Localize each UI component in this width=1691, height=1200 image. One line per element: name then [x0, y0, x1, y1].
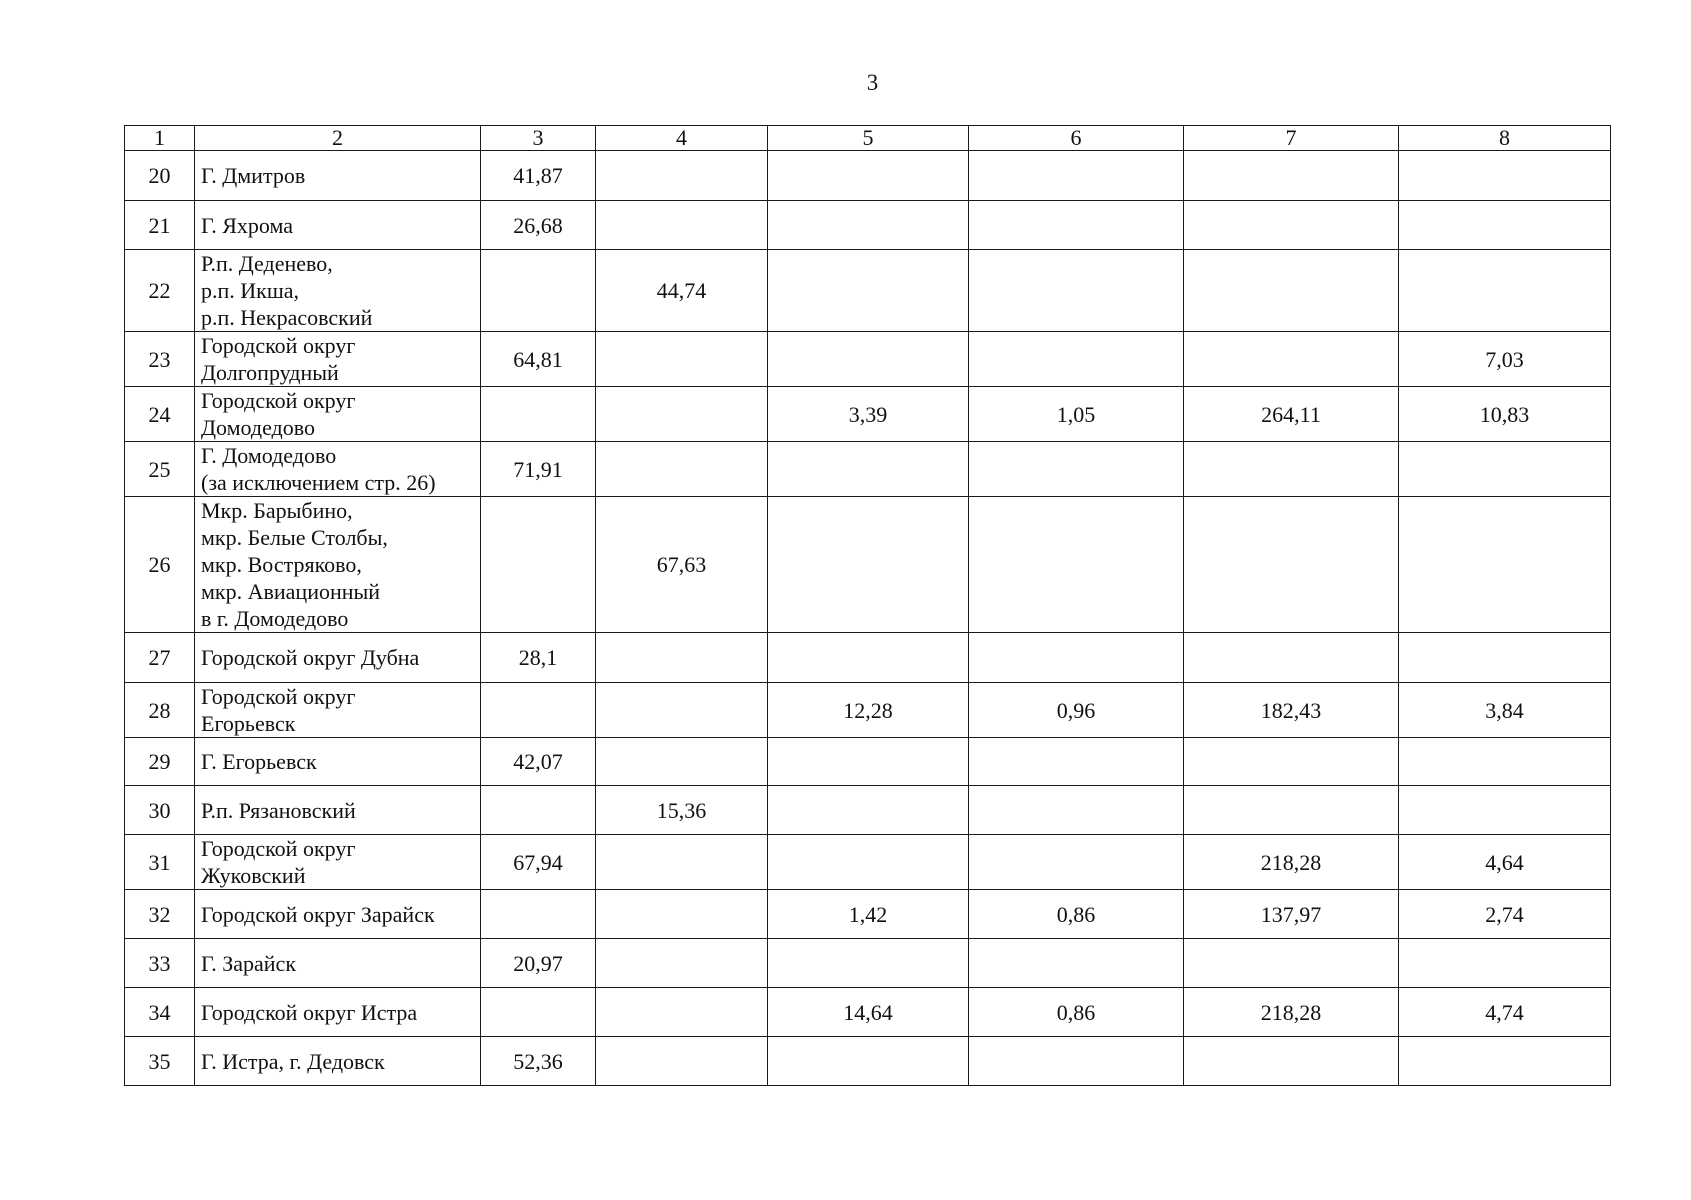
col8-cell [1399, 332, 1611, 387]
col5-cell [768, 442, 969, 497]
col6-cell [969, 497, 1184, 633]
col8-cell [1399, 939, 1611, 988]
col7-cell [1184, 633, 1399, 683]
col6-cell [969, 738, 1184, 786]
col5-cell [768, 633, 969, 683]
col6-cell [969, 786, 1184, 835]
col3-cell [481, 683, 596, 738]
cell-value: 41,87 [513, 163, 563, 188]
row-name-text: Г. Истра, г. Дедовск [201, 1048, 385, 1074]
col3-cell [481, 332, 596, 387]
col4-cell [596, 835, 768, 890]
table-row [125, 786, 1611, 835]
table-row [125, 332, 1611, 387]
column-header: 4 [596, 126, 768, 151]
row-number-cell [125, 201, 195, 250]
col4-cell [596, 442, 768, 497]
row-name-cell [195, 387, 481, 442]
cell-value: 26,68 [513, 212, 563, 238]
column-header: 7 [1184, 126, 1399, 151]
col3-cell [481, 988, 596, 1037]
col6-cell [969, 387, 1184, 442]
cell-value: 20,97 [513, 950, 563, 976]
col3-cell [481, 442, 596, 497]
col4-cell [596, 387, 768, 442]
row-name-cell [195, 497, 481, 633]
row-number-cell [125, 151, 195, 201]
row-name-text: Г. Яхрома [201, 212, 294, 238]
col6-cell [969, 250, 1184, 332]
col6-cell [969, 683, 1184, 738]
col7-cell [1184, 1037, 1399, 1086]
col5-cell [768, 738, 969, 786]
row-name-cell [195, 201, 481, 250]
col6-cell [969, 890, 1184, 939]
cell-value: 218,28 [1260, 999, 1322, 1025]
cell-value: 22 [148, 278, 171, 303]
col7-cell [1184, 201, 1399, 250]
col5-cell [768, 988, 969, 1037]
table-row [125, 939, 1611, 988]
cell-value: 25 [148, 456, 171, 482]
cell-value: 15,36 [656, 797, 707, 823]
col7-cell [1184, 988, 1399, 1037]
cell-value: 21 [148, 212, 171, 238]
col5-cell [768, 332, 969, 387]
cell-value: 52,36 [513, 1048, 563, 1074]
col7-cell [1184, 497, 1399, 633]
col8-cell [1399, 835, 1611, 890]
col7-cell [1184, 939, 1399, 988]
col7-cell [1184, 151, 1399, 201]
row-name-cell [195, 683, 481, 738]
col5-cell [768, 835, 969, 890]
table-row [125, 683, 1611, 738]
row-name-text: Городской округ Истра [201, 999, 418, 1025]
col4-cell [596, 201, 768, 250]
col6-cell [969, 442, 1184, 497]
col5-cell [768, 387, 969, 442]
col7-cell [1184, 387, 1399, 442]
row-name-text: Городской округ Долгопрудный [201, 333, 356, 385]
col8-cell [1399, 890, 1611, 939]
col8-cell [1399, 786, 1611, 835]
table-row [125, 387, 1611, 442]
col8-cell [1399, 1037, 1611, 1086]
table-row [125, 890, 1611, 939]
col4-cell [596, 1037, 768, 1086]
column-header: 6 [969, 126, 1184, 151]
col4-cell [596, 332, 768, 387]
cell-value: 44,74 [656, 278, 707, 303]
col6-cell [969, 151, 1184, 201]
col5-cell [768, 683, 969, 738]
row-number-cell [125, 1037, 195, 1086]
col7-cell [1184, 738, 1399, 786]
col4-cell [596, 939, 768, 988]
col5-cell [768, 1037, 969, 1086]
row-name-text: Городской округ Жуковский [201, 836, 356, 888]
table-row [125, 738, 1611, 786]
col6-cell [969, 1037, 1184, 1086]
row-name-text: Городской округ Домодедово [201, 388, 356, 440]
column-header: 3 [481, 126, 596, 151]
table-row [125, 1037, 1611, 1086]
cell-value: 137,97 [1260, 901, 1322, 927]
col8-cell [1399, 497, 1611, 633]
table-row [125, 250, 1611, 332]
row-name-text: Г. Дмитров [201, 163, 306, 188]
cell-value: 30 [148, 797, 171, 823]
cell-value: 4,64 [1485, 849, 1524, 875]
row-name-text: Мкр. Барыбино, мкр. Белые Столбы, мкр. Востряково, мкр. Авиационный в г. Домодедово [201, 498, 388, 631]
cell-value: 29 [148, 749, 171, 774]
cell-value: 28 [148, 697, 171, 723]
col3-cell [481, 835, 596, 890]
col8-cell [1399, 151, 1611, 201]
col7-cell [1184, 786, 1399, 835]
col8-cell [1399, 442, 1611, 497]
col5-cell [768, 939, 969, 988]
cell-value: 264,11 [1261, 401, 1321, 427]
row-number-cell [125, 890, 195, 939]
col8-cell [1399, 250, 1611, 332]
col8-cell [1399, 738, 1611, 786]
cell-value: 2,74 [1485, 901, 1524, 927]
col4-cell [596, 738, 768, 786]
row-name-text: Р.п. Деденево, р.п. Икша, р.п. Некрасовский [201, 251, 373, 330]
row-name-cell [195, 988, 481, 1037]
table-row [125, 151, 1611, 201]
col4-cell [596, 683, 768, 738]
column-header: 1 [125, 126, 195, 151]
row-name-text: Р.п. Рязановский [201, 797, 356, 823]
row-name-cell [195, 633, 481, 683]
col3-cell [481, 890, 596, 939]
col4-cell [596, 633, 768, 683]
cell-value: 7,03 [1485, 346, 1524, 372]
col6-cell [969, 939, 1184, 988]
cell-value: 42,07 [513, 749, 563, 774]
col8-cell [1399, 988, 1611, 1037]
cell-value: 218,28 [1260, 849, 1322, 875]
col8-cell [1399, 633, 1611, 683]
row-number-cell [125, 738, 195, 786]
table-row [125, 988, 1611, 1037]
col8-cell [1399, 683, 1611, 738]
cell-value: 182,43 [1260, 697, 1322, 723]
data-table [124, 125, 1611, 1086]
row-name-cell [195, 939, 481, 988]
table-row [125, 835, 1611, 890]
cell-value: 0,96 [1056, 697, 1096, 723]
col5-cell [768, 151, 969, 201]
cell-value: 20 [148, 163, 171, 188]
column-header: 8 [1399, 126, 1611, 151]
cell-value: 64,81 [513, 346, 563, 372]
cell-value: 4,74 [1485, 999, 1524, 1025]
row-number-cell [125, 988, 195, 1037]
row-number-cell [125, 250, 195, 332]
row-number-cell [125, 442, 195, 497]
row-name-cell [195, 738, 481, 786]
row-name-text: Городской округ Зарайск [201, 901, 435, 927]
col7-cell [1184, 835, 1399, 890]
table-row [125, 497, 1611, 633]
col7-cell [1184, 332, 1399, 387]
cell-value: 32 [148, 901, 171, 927]
col4-cell [596, 497, 768, 633]
row-number-cell [125, 835, 195, 890]
table-header-row [125, 126, 1611, 151]
col3-cell [481, 1037, 596, 1086]
row-number-cell [125, 633, 195, 683]
column-header: 5 [768, 126, 969, 151]
col6-cell [969, 835, 1184, 890]
cell-value: 14,64 [843, 999, 893, 1025]
col5-cell [768, 201, 969, 250]
col8-cell [1399, 201, 1611, 250]
col6-cell [969, 332, 1184, 387]
col6-cell [969, 201, 1184, 250]
row-number-cell [125, 387, 195, 442]
col5-cell [768, 890, 969, 939]
cell-value: 0,86 [1056, 999, 1096, 1025]
row-number-cell [125, 497, 195, 633]
cell-value: 27 [148, 645, 171, 670]
cell-value: 71,91 [513, 456, 563, 482]
cell-value: 3,84 [1485, 697, 1524, 723]
cell-value: 1,42 [848, 901, 888, 927]
cell-value: 1,05 [1056, 401, 1096, 427]
cell-value: 24 [148, 401, 171, 427]
row-name-text: Г. Зарайск [201, 950, 297, 976]
col7-cell [1184, 683, 1399, 738]
col4-cell [596, 988, 768, 1037]
row-name-cell [195, 332, 481, 387]
column-header: 2 [195, 126, 481, 151]
row-name-cell [195, 835, 481, 890]
cell-value: 26 [148, 552, 171, 577]
col5-cell [768, 250, 969, 332]
row-name-cell [195, 1037, 481, 1086]
row-name-cell [195, 890, 481, 939]
col7-cell [1184, 250, 1399, 332]
col4-cell [596, 151, 768, 201]
col4-cell [596, 890, 768, 939]
col8-cell [1399, 387, 1611, 442]
col5-cell [768, 497, 969, 633]
col7-cell [1184, 442, 1399, 497]
row-name-text: Г. Домодедово (за исключением стр. 26) [201, 443, 436, 495]
cell-value: 28,1 [518, 645, 558, 670]
cell-value: 67,94 [513, 849, 563, 875]
col4-cell [596, 250, 768, 332]
col5-cell [768, 786, 969, 835]
row-number-cell [125, 786, 195, 835]
table-row [125, 201, 1611, 250]
cell-value: 31 [148, 849, 171, 875]
col3-cell [481, 250, 596, 332]
row-name-text: Городской округ Дубна [201, 645, 420, 670]
table-row [125, 442, 1611, 497]
cell-value: 35 [148, 1048, 171, 1074]
page-number: 3 [866, 70, 879, 95]
col3-cell [481, 786, 596, 835]
col3-cell [481, 497, 596, 633]
row-name-text: Г. Егорьевск [201, 749, 317, 774]
col3-cell [481, 151, 596, 201]
cell-value: 67,63 [656, 552, 707, 577]
cell-value: 33 [148, 950, 171, 976]
row-name-cell [195, 442, 481, 497]
row-name-cell [195, 786, 481, 835]
row-number-cell [125, 683, 195, 738]
table-row [125, 633, 1611, 683]
row-name-cell [195, 250, 481, 332]
row-number-cell [125, 332, 195, 387]
cell-value: 34 [148, 999, 171, 1025]
col3-cell [481, 738, 596, 786]
row-name-cell [195, 151, 481, 201]
col3-cell [481, 201, 596, 250]
col6-cell [969, 633, 1184, 683]
col3-cell [481, 387, 596, 442]
col7-cell [1184, 890, 1399, 939]
cell-value: 3,39 [848, 401, 888, 427]
row-name-text: Городской округ Егорьевск [201, 684, 356, 736]
col6-cell [969, 988, 1184, 1037]
col3-cell [481, 939, 596, 988]
row-number-cell [125, 939, 195, 988]
cell-value: 12,28 [843, 697, 893, 723]
cell-value: 10,83 [1479, 401, 1530, 427]
col4-cell [596, 786, 768, 835]
cell-value: 23 [148, 346, 171, 372]
cell-value: 0,86 [1056, 901, 1096, 927]
col3-cell [481, 633, 596, 683]
